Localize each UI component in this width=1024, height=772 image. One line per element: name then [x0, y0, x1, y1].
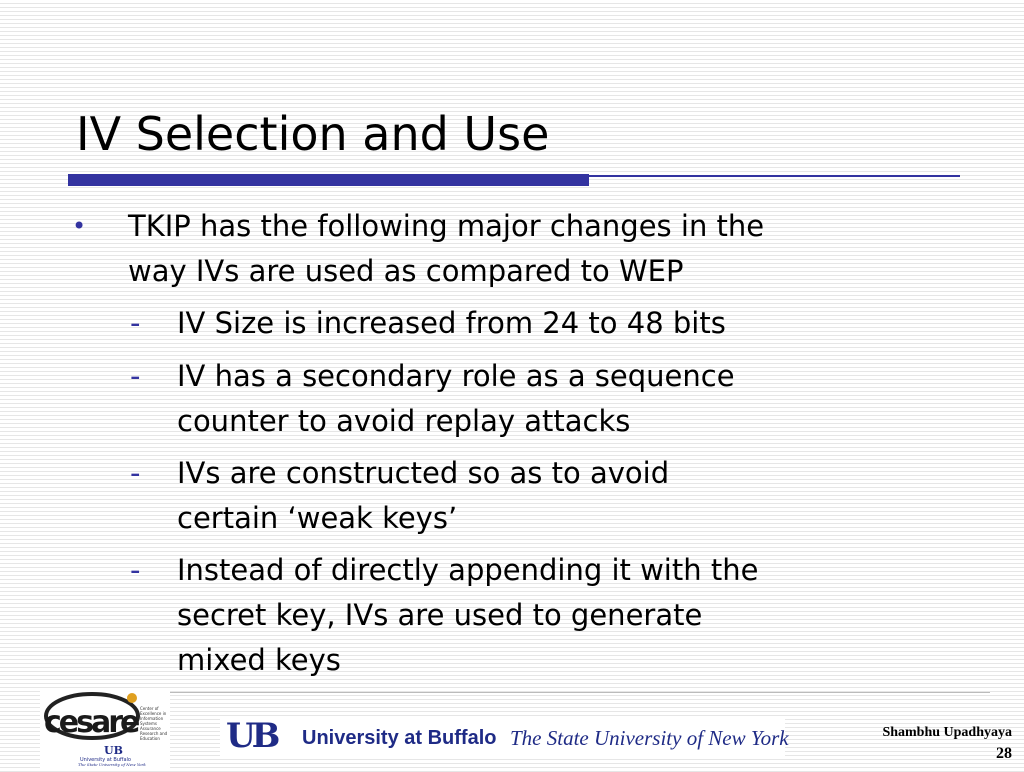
slide-title: IV Selection and Use	[76, 107, 550, 161]
cesare-sub-caption2: The State University of New York	[78, 762, 146, 767]
cesare-caption-line: Center of	[140, 706, 159, 711]
cesare-logo	[40, 688, 170, 768]
sub-bullet-line: secret key, IVs are used to generate	[177, 598, 703, 632]
ub-tagline: The State University of New York	[510, 726, 789, 750]
author-name: Shambhu Upadhyaya	[882, 725, 1012, 740]
cesare-caption-line: Information	[140, 716, 164, 721]
cesare-sub-caption: University at Buffalo	[80, 757, 131, 763]
footer-divider	[170, 692, 990, 693]
sub-bullet-marker: -	[130, 456, 141, 490]
sub-bullet-line: certain ‘weak keys’	[177, 501, 458, 535]
main-bullet-line-1: TKIP has the following major changes in the	[128, 209, 765, 243]
cesare-logo-graphic	[40, 688, 170, 768]
main-bullet-line-2: way IVs are used as compared to WEP	[128, 254, 684, 288]
cesare-caption-line: Research and	[140, 731, 168, 736]
sub-bullet-line: IV has a secondary role as a sequence	[177, 359, 735, 393]
page-number: 28	[996, 745, 1012, 762]
cesare-wordmark: cesare	[44, 705, 138, 740]
title-underline-thick	[68, 174, 589, 186]
sub-bullet-line: IV Size is increased from 24 to 48 bits	[177, 306, 726, 340]
cesare-ub-mark: UB	[104, 744, 123, 757]
sub-bullet-marker: -	[130, 553, 141, 587]
main-bullet	[128, 204, 988, 294]
bullet-marker: •	[72, 212, 87, 240]
cesare-caption-line: Education	[140, 736, 160, 741]
sub-bullet-marker: -	[130, 359, 141, 393]
sub-bullet-text	[177, 548, 977, 683]
cesare-caption-line: Excellence in	[140, 711, 167, 716]
sub-bullet-line: counter to avoid replay attacks	[177, 404, 631, 438]
ub-mark: UB	[226, 716, 277, 756]
sub-bullet-line: IVs are constructed so as to avoid	[177, 456, 670, 490]
sub-bullet-text	[177, 451, 977, 541]
sub-bullet-text	[177, 301, 977, 346]
cesare-caption-line: Systems	[140, 721, 157, 726]
title-underline-thin	[589, 175, 960, 177]
sub-bullet-marker: -	[130, 306, 141, 340]
sub-bullet-line: Instead of directly appending it with the	[177, 553, 759, 587]
cesare-caption-line: Assurance	[140, 726, 161, 731]
sub-bullet-line: mixed keys	[177, 643, 341, 677]
orbit-dot	[127, 693, 137, 703]
ub-logo	[220, 716, 789, 756]
sub-bullet-text	[177, 354, 977, 444]
ub-name: University at Buffalo	[302, 727, 497, 749]
